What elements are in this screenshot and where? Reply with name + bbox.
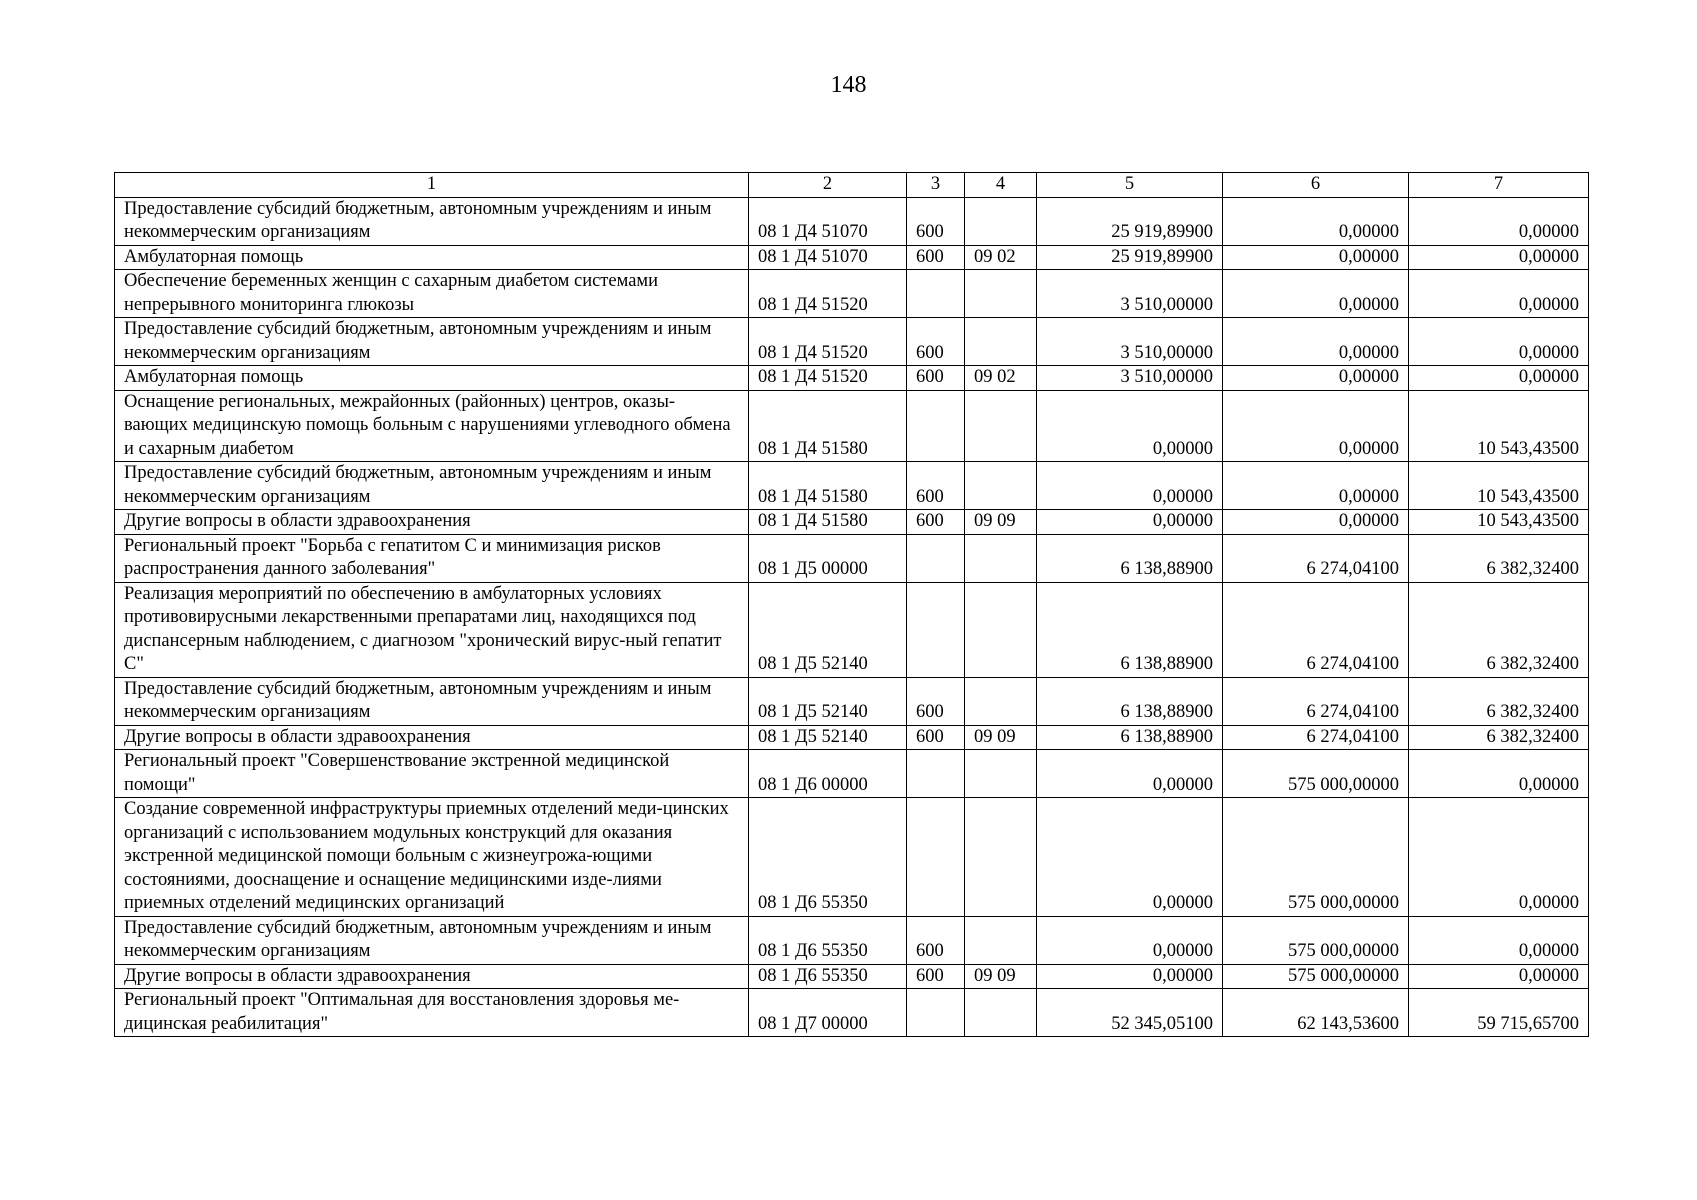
cell-amount-col5: 0,00000 <box>1037 798 1223 917</box>
budget-table <box>114 172 1589 1037</box>
cell-amount-col5: 6 138,88900 <box>1037 725 1223 750</box>
cell-expense-type: 600 <box>907 916 965 964</box>
column-header-4: 4 <box>965 173 1037 198</box>
cell-amount-col7: 6 382,32400 <box>1409 534 1589 582</box>
cell-expense-type <box>907 989 965 1037</box>
cell-amount-col6: 0,00000 <box>1223 510 1409 535</box>
cell-name: Региональный проект "Борьба с гепатитом С и минимизация рисков распространения данного заболевания" <box>115 534 749 582</box>
table-row <box>115 964 1589 989</box>
cell-amount-col5: 0,00000 <box>1037 750 1223 798</box>
cell-target-code: 08 1 Д6 55350 <box>749 916 907 964</box>
cell-amount-col7: 0,00000 <box>1409 798 1589 917</box>
cell-expense-type <box>907 798 965 917</box>
cell-name: Предоставление субсидий бюджетным, автономным учреждениям и иным некоммерческим организациям <box>115 462 749 510</box>
cell-expense-type <box>907 270 965 318</box>
cell-section: 09 09 <box>965 725 1037 750</box>
cell-amount-col5: 6 138,88900 <box>1037 582 1223 677</box>
cell-target-code: 08 1 Д6 55350 <box>749 964 907 989</box>
cell-section <box>965 462 1037 510</box>
cell-amount-col7: 0,00000 <box>1409 318 1589 366</box>
table-row <box>115 725 1589 750</box>
cell-target-code: 08 1 Д4 51520 <box>749 366 907 391</box>
cell-name: Другие вопросы в области здравоохранения <box>115 510 749 535</box>
cell-target-code: 08 1 Д6 00000 <box>749 750 907 798</box>
cell-amount-col7: 59 715,65700 <box>1409 989 1589 1037</box>
cell-amount-col6: 0,00000 <box>1223 390 1409 462</box>
table-row <box>115 390 1589 462</box>
table-row <box>115 245 1589 270</box>
cell-amount-col7: 0,00000 <box>1409 245 1589 270</box>
cell-target-code: 08 1 Д4 51580 <box>749 390 907 462</box>
cell-expense-type: 600 <box>907 462 965 510</box>
column-header-5: 5 <box>1037 173 1223 198</box>
cell-amount-col6: 0,00000 <box>1223 366 1409 391</box>
cell-amount-col5: 0,00000 <box>1037 390 1223 462</box>
cell-section <box>965 390 1037 462</box>
cell-amount-col6: 0,00000 <box>1223 270 1409 318</box>
table-row <box>115 534 1589 582</box>
cell-name: Амбулаторная помощь <box>115 366 749 391</box>
cell-name: Предоставление субсидий бюджетным, автономным учреждениям и иным некоммерческим организациям <box>115 677 749 725</box>
cell-section <box>965 534 1037 582</box>
cell-amount-col5: 25 919,89900 <box>1037 245 1223 270</box>
cell-amount-col6: 575 000,00000 <box>1223 798 1409 917</box>
cell-target-code: 08 1 Д7 00000 <box>749 989 907 1037</box>
cell-amount-col5: 0,00000 <box>1037 916 1223 964</box>
cell-amount-col6: 575 000,00000 <box>1223 916 1409 964</box>
table-row <box>115 318 1589 366</box>
cell-name: Обеспечение беременных женщин с сахарным диабетом системами непрерывного мониторинга глюкозы <box>115 270 749 318</box>
cell-section: 09 02 <box>965 245 1037 270</box>
cell-name: Оснащение региональных, межрайонных (районных) центров, оказы-вающих медицинскую помощь больным с нарушениями углеводного обмена и сахарным диабетом <box>115 390 749 462</box>
table-row <box>115 462 1589 510</box>
column-header-1: 1 <box>115 173 749 198</box>
cell-amount-col5: 6 138,88900 <box>1037 677 1223 725</box>
column-header-2: 2 <box>749 173 907 198</box>
cell-section <box>965 677 1037 725</box>
table-row <box>115 750 1589 798</box>
cell-target-code: 08 1 Д4 51070 <box>749 197 907 245</box>
column-header-6: 6 <box>1223 173 1409 198</box>
cell-target-code: 08 1 Д5 52140 <box>749 582 907 677</box>
cell-name: Создание современной инфраструктуры приемных отделений меди-цинских организаций с использованием модульных конструкций для оказания экстренной медицинской помощи больным с жизнеугрожа-ющими состояниями, дооснащение и оснащение медицинскими изде-лиями приемных отделений медицинских организаций <box>115 798 749 917</box>
cell-section <box>965 798 1037 917</box>
cell-amount-col6: 575 000,00000 <box>1223 964 1409 989</box>
cell-name: Другие вопросы в области здравоохранения <box>115 964 749 989</box>
table-row <box>115 582 1589 677</box>
table-row <box>115 989 1589 1037</box>
cell-amount-col6: 6 274,04100 <box>1223 582 1409 677</box>
cell-amount-col5: 0,00000 <box>1037 510 1223 535</box>
cell-expense-type <box>907 534 965 582</box>
cell-amount-col7: 6 382,32400 <box>1409 725 1589 750</box>
cell-target-code: 08 1 Д4 51070 <box>749 245 907 270</box>
cell-amount-col6: 575 000,00000 <box>1223 750 1409 798</box>
cell-amount-col7: 6 382,32400 <box>1409 582 1589 677</box>
cell-name: Предоставление субсидий бюджетным, автономным учреждениям и иным некоммерческим организациям <box>115 318 749 366</box>
cell-name: Предоставление субсидий бюджетным, автономным учреждениям и иным некоммерческим организациям <box>115 916 749 964</box>
cell-target-code: 08 1 Д5 00000 <box>749 534 907 582</box>
table-row <box>115 798 1589 917</box>
cell-amount-col7: 10 543,43500 <box>1409 390 1589 462</box>
cell-section: 09 09 <box>965 510 1037 535</box>
cell-expense-type: 600 <box>907 677 965 725</box>
cell-section <box>965 989 1037 1037</box>
cell-expense-type <box>907 390 965 462</box>
cell-section <box>965 916 1037 964</box>
cell-section <box>965 318 1037 366</box>
cell-amount-col6: 62 143,53600 <box>1223 989 1409 1037</box>
cell-expense-type: 600 <box>907 964 965 989</box>
cell-target-code: 08 1 Д4 51580 <box>749 510 907 535</box>
column-header-7: 7 <box>1409 173 1589 198</box>
cell-amount-col6: 0,00000 <box>1223 462 1409 510</box>
cell-expense-type: 600 <box>907 725 965 750</box>
cell-amount-col7: 6 382,32400 <box>1409 677 1589 725</box>
cell-expense-type: 600 <box>907 366 965 391</box>
column-header-3: 3 <box>907 173 965 198</box>
header-row <box>115 173 1589 198</box>
table-row <box>115 197 1589 245</box>
cell-amount-col6: 0,00000 <box>1223 318 1409 366</box>
cell-expense-type <box>907 750 965 798</box>
cell-amount-col5: 25 919,89900 <box>1037 197 1223 245</box>
cell-amount-col5: 3 510,00000 <box>1037 318 1223 366</box>
cell-amount-col7: 0,00000 <box>1409 270 1589 318</box>
cell-amount-col7: 10 543,43500 <box>1409 510 1589 535</box>
cell-amount-col7: 0,00000 <box>1409 366 1589 391</box>
page-number: 148 <box>830 72 867 98</box>
cell-expense-type: 600 <box>907 245 965 270</box>
cell-section <box>965 197 1037 245</box>
cell-section: 09 02 <box>965 366 1037 391</box>
cell-amount-col6: 6 274,04100 <box>1223 677 1409 725</box>
cell-amount-col7: 10 543,43500 <box>1409 462 1589 510</box>
cell-name: Предоставление субсидий бюджетным, автономным учреждениям и иным некоммерческим организациям <box>115 197 749 245</box>
table-row <box>115 916 1589 964</box>
cell-amount-col6: 0,00000 <box>1223 197 1409 245</box>
cell-amount-col5: 0,00000 <box>1037 964 1223 989</box>
cell-target-code: 08 1 Д5 52140 <box>749 677 907 725</box>
table-row <box>115 270 1589 318</box>
cell-name: Другие вопросы в области здравоохранения <box>115 725 749 750</box>
cell-name: Региональный проект "Совершенствование экстренной медицинской помощи" <box>115 750 749 798</box>
cell-amount-col5: 6 138,88900 <box>1037 534 1223 582</box>
cell-target-code: 08 1 Д4 51580 <box>749 462 907 510</box>
cell-amount-col7: 0,00000 <box>1409 964 1589 989</box>
cell-target-code: 08 1 Д4 51520 <box>749 270 907 318</box>
cell-amount-col5: 52 345,05100 <box>1037 989 1223 1037</box>
cell-expense-type: 600 <box>907 510 965 535</box>
cell-amount-col5: 3 510,00000 <box>1037 270 1223 318</box>
cell-section <box>965 270 1037 318</box>
cell-section <box>965 582 1037 677</box>
cell-target-code: 08 1 Д6 55350 <box>749 798 907 917</box>
cell-amount-col7: 0,00000 <box>1409 916 1589 964</box>
cell-expense-type <box>907 582 965 677</box>
cell-amount-col7: 0,00000 <box>1409 750 1589 798</box>
cell-expense-type: 600 <box>907 318 965 366</box>
cell-section <box>965 750 1037 798</box>
cell-amount-col5: 3 510,00000 <box>1037 366 1223 391</box>
cell-amount-col6: 6 274,04100 <box>1223 725 1409 750</box>
cell-target-code: 08 1 Д4 51520 <box>749 318 907 366</box>
cell-amount-col5: 0,00000 <box>1037 462 1223 510</box>
table-row <box>115 510 1589 535</box>
cell-name: Региональный проект "Оптимальная для восстановления здоровья ме-дицинская реабилитация" <box>115 989 749 1037</box>
cell-expense-type: 600 <box>907 197 965 245</box>
table-row <box>115 366 1589 391</box>
cell-amount-col6: 0,00000 <box>1223 245 1409 270</box>
cell-section: 09 09 <box>965 964 1037 989</box>
cell-name: Реализация мероприятий по обеспечению в амбулаторных условиях противовирусными лекарственными препаратами лиц, находящихся под диспансерным наблюдением, с диагнозом "хронический вирус-ный гепатит С" <box>115 582 749 677</box>
cell-target-code: 08 1 Д5 52140 <box>749 725 907 750</box>
cell-amount-col6: 6 274,04100 <box>1223 534 1409 582</box>
cell-amount-col7: 0,00000 <box>1409 197 1589 245</box>
table-row <box>115 677 1589 725</box>
cell-name: Амбулаторная помощь <box>115 245 749 270</box>
